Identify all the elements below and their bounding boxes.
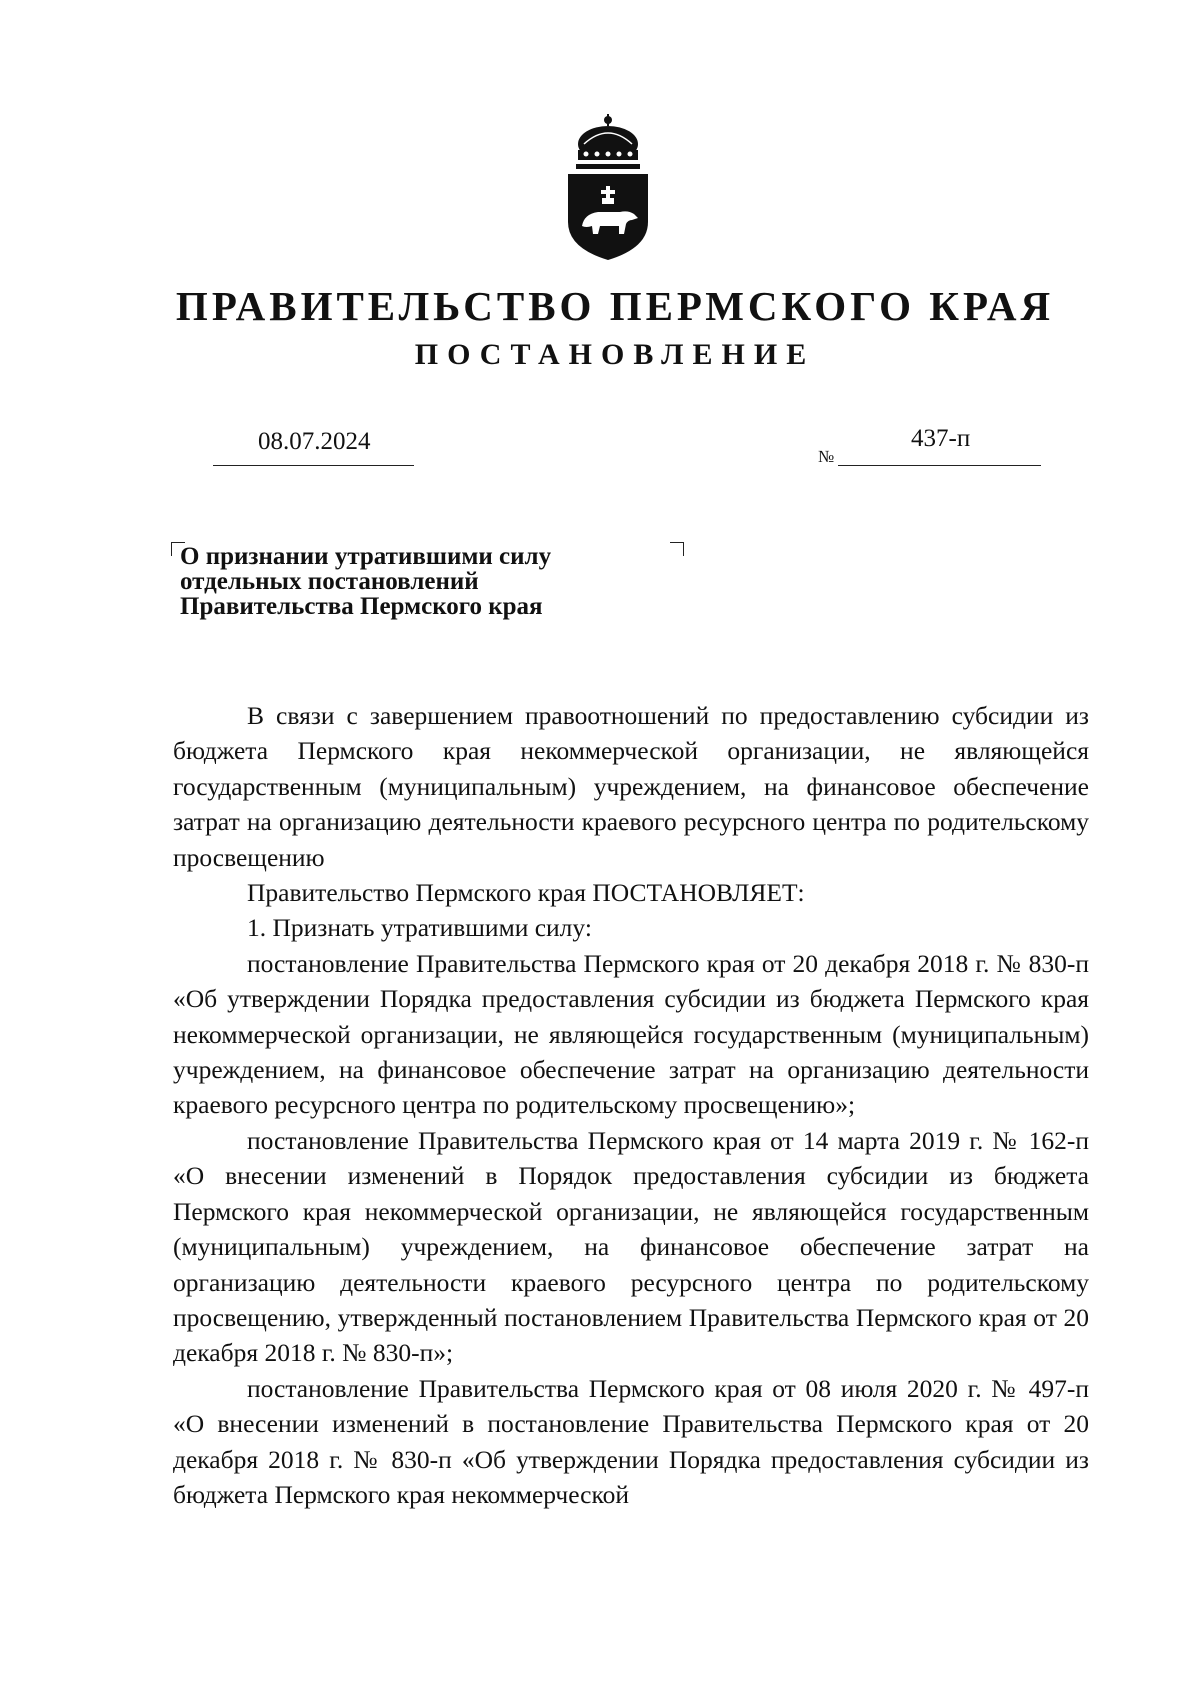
body-paragraph: 1. Признать утратившими силу:	[247, 913, 592, 943]
document-body	[173, 698, 1089, 1512]
perm-krai-coat-of-arms-icon	[564, 114, 652, 262]
subject-line: Правительства Пермского края	[180, 593, 543, 620]
body-paragraph: постановление Правительства Пермского края от 14 марта 2019 г. № 162-п «О внесении изменений в Порядок предоставления субсидии из бюджета Пермского края некоммерческой организации, не являющейся государственным (муниципальным) учреждением, на финансовое обеспечение затрат на организацию деятельности краевого ресурсного центра по родительскому просвещению, утвержденный постановлением Правительства Пермского края от 20 декабря 2018 г. № 830-п»;	[173, 1125, 1089, 1368]
document-date: 08.07.2024	[258, 428, 371, 455]
document-subject	[180, 544, 551, 619]
government-title: ПРАВИТЕЛЬСТВО ПЕРМСКОГО КРАЯ	[175, 283, 1055, 329]
body-paragraph: постановление Правительства Пермского края от 08 июля 2020 г. № 497-п «О внесении изменений в постановление Правительства Пермского края от 20 декабря 2018 г. № 830-п «Об утверждении Порядка предоставления субсидии из бюджета Пермского края некоммерческой	[173, 1373, 1089, 1509]
date-underline	[213, 465, 414, 466]
number-underline	[838, 465, 1041, 466]
body-paragraph: Правительство Пермского края ПОСТАНОВЛЯЕТ:	[247, 878, 805, 908]
subject-corner-right	[670, 542, 684, 556]
body-paragraph: постановление Правительства Пермского края от 20 декабря 2018 г. № 830-п «Об утверждении Порядка предоставления субсидии из бюджета Пермского края некоммерческой организации, не являющейся государственным (муниципальным) учреждением, на финансовое обеспечение затрат на организацию деятельности краевого ресурсного центра по родительскому просвещению»;	[173, 948, 1089, 1120]
subject-line: отдельных постановлений	[180, 568, 479, 595]
number-sign: №	[818, 447, 835, 466]
document-type: ПОСТАНОВЛЕНИЕ	[414, 338, 816, 371]
body-paragraph: В связи с завершением правоотношений по предоставлению субсидии из бюджета Пермского края некоммерческой организации, не являющейся государственным (муниципальным) учреждением, на финансовое обеспечение затрат на организацию деятельности краевого ресурсного центра по родительскому просвещению	[173, 701, 1089, 872]
document-number: 437-п	[911, 425, 971, 452]
subject-line: О признании утратившими силу	[180, 543, 552, 570]
